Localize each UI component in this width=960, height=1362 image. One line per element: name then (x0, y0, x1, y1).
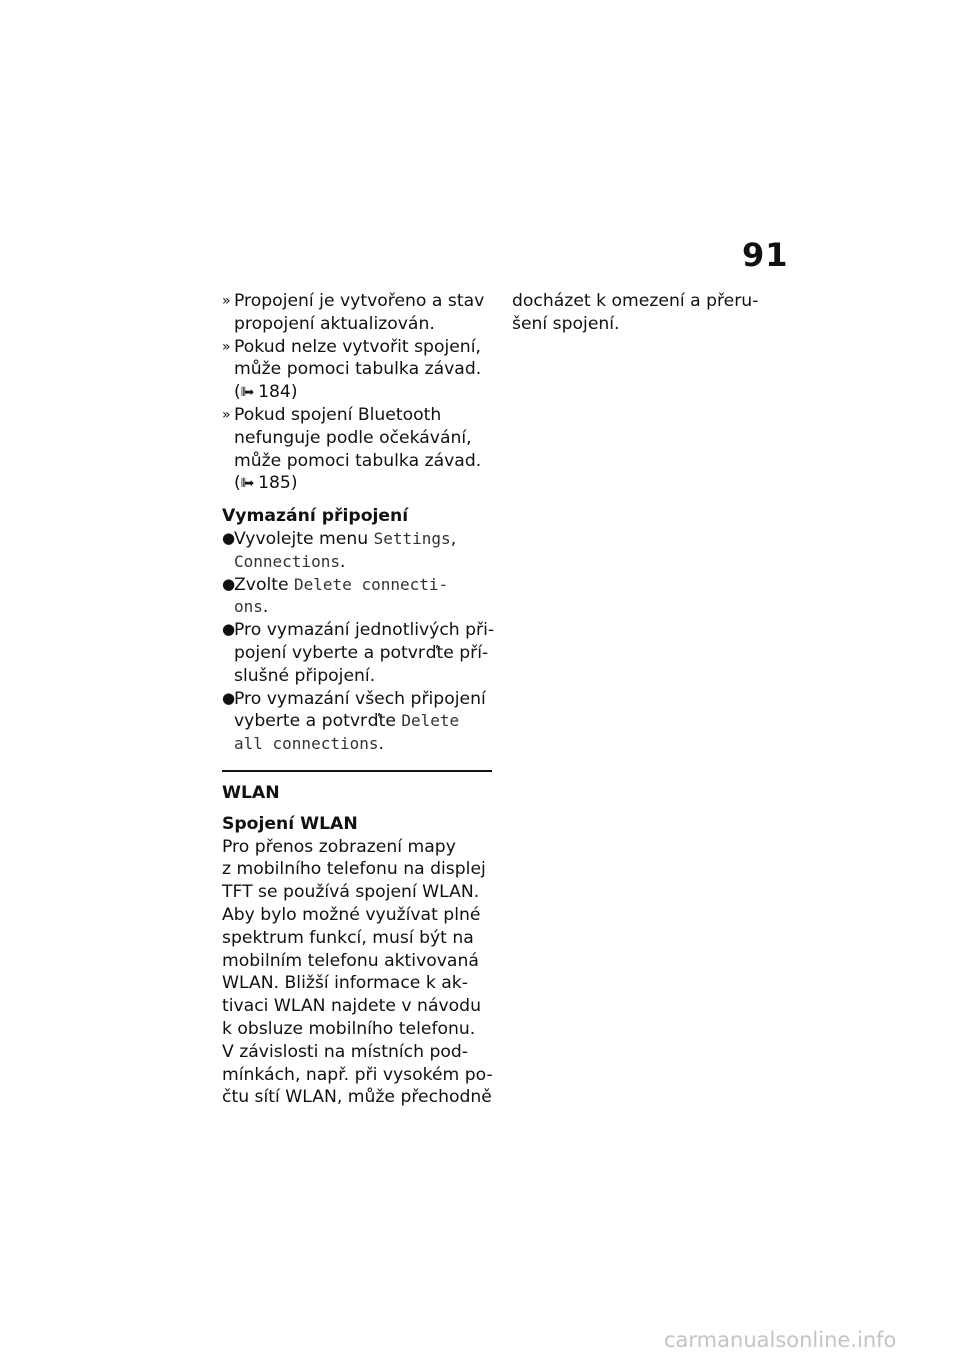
result-marker: » (222, 293, 231, 309)
step-text: . (339, 551, 346, 572)
arrow-reference-icon: ⦀➡ (240, 385, 253, 400)
result-line: může pomoci tabulka závad. (234, 450, 482, 471)
step-item (222, 528, 494, 574)
body-line: z mobilního telefonu na displej (222, 859, 486, 880)
body-line: spektrum funkcí, musí být na (222, 927, 474, 948)
body-line: mobilním telefonu aktivovaná (222, 950, 479, 971)
menu-path: ons (234, 597, 263, 617)
result-line: Pokud spojení Bluetooth (234, 404, 442, 425)
body-line: mínkách, např. při vysokém po- (222, 1064, 493, 1085)
body-line: docházet k omezení a přeru- (512, 291, 759, 311)
left-column (222, 290, 494, 1109)
delete-connections-heading: Vymazání připojení (222, 506, 409, 527)
bullet-icon: ● (222, 688, 236, 707)
step-line (234, 596, 494, 619)
result-marker: » (222, 338, 231, 355)
menu-path: Connections (234, 551, 340, 571)
bullet-icon: ● (222, 528, 236, 547)
step-line (234, 574, 494, 597)
ref-paren: ( (234, 382, 241, 403)
body-line: Pro přenos zobrazení mapy (222, 836, 456, 857)
step-item (222, 574, 494, 620)
step-line: Pro vymazání jednotlivých při- (234, 620, 495, 641)
watermark-text: carmanualsonline.info (664, 1328, 897, 1352)
body-line: TFT se používá spojení WLAN. (222, 882, 480, 903)
body-line: čtu sítí WLAN, může přechodně (222, 1087, 492, 1108)
body-line: Aby bylo možné využívat plné (222, 904, 481, 925)
section-divider (222, 770, 492, 772)
result-line: propojení aktualizován. (234, 313, 435, 334)
wlan-subheading: Spojení WLAN (222, 813, 358, 834)
step-item (222, 619, 494, 687)
result-item (222, 290, 494, 336)
body-line: V závislosti na místních pod- (222, 1041, 469, 1062)
step-text: . (378, 734, 384, 755)
result-line: Pokud nelze vytvořit spojení, (234, 336, 481, 357)
menu-path: Settings (373, 528, 451, 548)
body-line: šení spojení. (512, 313, 620, 334)
menu-path: all connections (234, 734, 379, 754)
page-reference (234, 381, 494, 404)
step-line: pojení vyberte a potvrďte pří- (234, 642, 489, 663)
step-text: , (450, 528, 457, 549)
result-item (222, 336, 494, 404)
body-line: WLAN. Bližší informace k ak- (222, 973, 468, 994)
bullet-icon: ● (222, 620, 236, 639)
step-item (222, 688, 494, 756)
body-line: k obsluze mobilního telefonu. (222, 1018, 476, 1039)
step-text: . (262, 597, 269, 618)
result-line: nefunguje podle očekávání, (234, 427, 472, 448)
ref-page: 185) (258, 473, 298, 494)
step-text: Vyvolejte menu (234, 528, 374, 549)
menu-path: Delete connecti- (294, 574, 449, 594)
step-line (234, 733, 494, 756)
ref-paren: ( (234, 473, 241, 494)
ref-page: 184) (258, 382, 298, 403)
arrow-reference-icon: ⦀➡ (240, 476, 253, 491)
step-line: slušné připojení. (234, 665, 376, 686)
bullet-icon: ● (222, 574, 236, 593)
step-line: Pro vymazání všech připojení (234, 688, 486, 709)
result-line: Propojení je vytvořeno a stav (234, 291, 485, 311)
step-text: vyberte a potvrďte (234, 711, 402, 732)
result-line: může pomoci tabulka závad. (234, 359, 482, 380)
wlan-section-title: WLAN (222, 782, 280, 803)
page-reference (234, 472, 494, 495)
result-item (222, 404, 494, 495)
step-line (234, 710, 494, 733)
right-column (512, 290, 772, 336)
result-marker: » (222, 406, 231, 423)
step-text: Zvolte (234, 574, 295, 595)
page-number: 91 (742, 236, 789, 274)
step-line (234, 551, 494, 574)
menu-path: Delete (401, 711, 460, 731)
body-line: tivaci WLAN najdete v návodu (222, 996, 481, 1017)
step-line (234, 528, 494, 551)
